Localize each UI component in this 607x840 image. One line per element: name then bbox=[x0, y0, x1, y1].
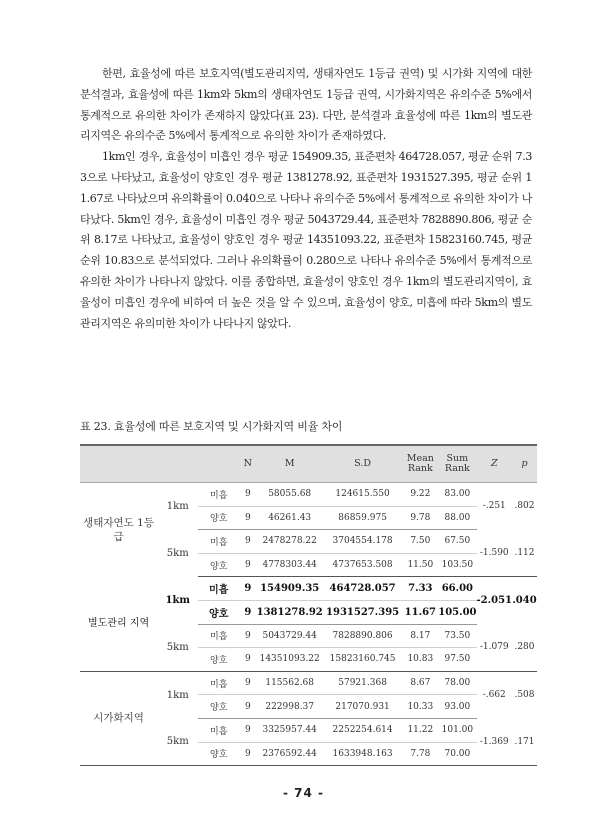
n-cell: 9 bbox=[239, 577, 257, 601]
level-cell: 양호 bbox=[198, 695, 239, 719]
p-cell: .171 bbox=[512, 718, 537, 765]
m-cell: 58055.68 bbox=[257, 483, 323, 507]
level-cell: 양호 bbox=[198, 742, 239, 766]
sd-cell: 1633948.163 bbox=[323, 742, 403, 766]
m-cell: 2478278.22 bbox=[257, 530, 323, 554]
distance-label: 5km bbox=[157, 624, 198, 671]
m-cell: 46261.43 bbox=[257, 506, 323, 530]
n-cell: 9 bbox=[239, 671, 257, 695]
sd-cell: 7828890.806 bbox=[323, 624, 403, 648]
m-cell: 14351093.22 bbox=[257, 648, 323, 672]
distance-label: 1km bbox=[166, 500, 189, 512]
sd-cell: 4737653.508 bbox=[323, 553, 403, 577]
sum-rank-cell: 93.00 bbox=[438, 695, 476, 719]
n-cell: 9 bbox=[239, 506, 257, 530]
n-cell: 9 bbox=[239, 483, 257, 507]
sd-cell: 464728.057 bbox=[323, 577, 403, 601]
mean-rank-cell: 7.78 bbox=[402, 742, 438, 766]
distance-label: 5km bbox=[166, 547, 189, 559]
sd-cell: 3704554.178 bbox=[323, 530, 403, 554]
paragraph-1: 한편, 효율성에 따른 보호지역(별도관리지역, 생태자연도 1등급 권역) 및 시가화 지역에 대한 분석결과, 효율성에 따른 1km와 5km의 생태자연도 1등급 권역, 시가화지역은 유의수준 5%에서 통계적으로 유의한 차이가 존재하지 않았다(표 23). 다만, 분석결과 효율성에 따른 1km의 별도관리지역은 유의수준 5%에서 통계적으로 유의한 차이가 존재하였다. bbox=[80, 67, 532, 143]
sum-rank-cell: 88.00 bbox=[438, 506, 476, 530]
mean-rank-cell: 7.33 bbox=[402, 577, 438, 601]
sum-rank-cell: 103.50 bbox=[438, 553, 476, 577]
sum-rank-cell: 105.00 bbox=[438, 600, 476, 624]
level-cell: 미흡 bbox=[198, 624, 239, 648]
table-caption: 표 23. 효율성에 따른 보호지역 및 시가화지역 비율 차이 bbox=[80, 420, 343, 433]
table-row bbox=[80, 577, 537, 601]
mean-rank-cell: 9.78 bbox=[402, 506, 438, 530]
level-cell: 미흡 bbox=[198, 718, 239, 742]
z-cell: -1.369 bbox=[477, 718, 512, 765]
header-n: N bbox=[239, 445, 257, 483]
sum-rank-cell: 83.00 bbox=[438, 483, 476, 507]
header-sd: S.D bbox=[323, 445, 403, 483]
sd-cell: 86859.975 bbox=[323, 506, 403, 530]
n-cell: 9 bbox=[239, 600, 257, 624]
p-cell: .112 bbox=[512, 530, 537, 577]
sd-cell: 124615.550 bbox=[323, 483, 403, 507]
sd-cell: 217070.931 bbox=[323, 695, 403, 719]
mean-rank-cell: 11.22 bbox=[402, 718, 438, 742]
z-cell: -1.079 bbox=[477, 624, 512, 671]
m-cell: 3325957.44 bbox=[257, 718, 323, 742]
n-cell: 9 bbox=[239, 742, 257, 766]
header-m: M bbox=[257, 445, 323, 483]
statistics-table bbox=[80, 444, 537, 766]
m-cell: 115562.68 bbox=[257, 671, 323, 695]
sum-rank-cell: 67.50 bbox=[438, 530, 476, 554]
sd-cell: 15823160.745 bbox=[323, 648, 403, 672]
header-p: p bbox=[512, 445, 537, 483]
paragraph-2: 1km인 경우, 효율성이 미흡인 경우 평균 154909.35, 표준편차 464728.057, 평균 순위 7.33으로 나타났고, 효율성이 양호인 경우 평균 1381278.92, 표준편차 1931527.395, 평균 순위 11.67로 나타났으며 유의확률이 0.040으로 나타나 유의수준 5%에서 통계적으로 유의한 차이가 나타났다. 5km인 경우, 효율성이 미흡인 경우 평균 5043729.44, 표준편차 7828890.806, 평균 순위 8.17로 나타났고, 효율성이 양호인 경우 평균 14351093.22, 표준편차 15823160.745, 평균 순위 10.83으로 분석되었다. 그러나 유의확률이 0.280으로 나타나 유의수준 5%에서 통계적으로 유의한 차이가 나타나지 않았다. 이를 종합하면, 효율성이 양호인 경우 1km의 별도관리지역이, 효율성이 미흡인 경우에 비하여 더 높은 것을 알 수 있으며, 효율성이 양호, 미흡에 따라 5km의 별도관리지역은 유의미한 차이가 나타나지 않았다. bbox=[80, 150, 532, 330]
mean-rank-cell: 10.83 bbox=[402, 648, 438, 672]
group-label: 시가화지역 bbox=[80, 671, 157, 765]
n-cell: 9 bbox=[239, 530, 257, 554]
header-sum-rank: Sum Rank bbox=[438, 445, 476, 483]
z-cell: -1.590 bbox=[477, 530, 512, 577]
m-cell: 1381278.92 bbox=[257, 600, 323, 624]
level-cell: 양호 bbox=[198, 506, 239, 530]
level-cell: 미흡 bbox=[198, 483, 239, 507]
z-cell: -.251 bbox=[482, 501, 506, 512]
table-row bbox=[80, 483, 537, 507]
mean-rank-cell: 8.67 bbox=[402, 671, 438, 695]
level-cell: 양호 bbox=[198, 553, 239, 577]
distance-label: 1km bbox=[166, 689, 189, 701]
m-cell: 222998.37 bbox=[257, 695, 323, 719]
p-cell: .280 bbox=[512, 624, 537, 671]
sum-rank-cell: 73.50 bbox=[438, 624, 476, 648]
group-label: 별도관리 지역 bbox=[80, 577, 157, 671]
header-mean-rank: Mean Rank bbox=[402, 445, 438, 483]
level-cell: 양호 bbox=[198, 600, 239, 624]
z-cell: -2.051 bbox=[476, 595, 512, 607]
n-cell: 9 bbox=[239, 695, 257, 719]
mean-rank-cell: 11.50 bbox=[402, 553, 438, 577]
level-cell: 미흡 bbox=[198, 530, 239, 554]
p-cell: .802 bbox=[514, 501, 535, 512]
p-cell: .508 bbox=[514, 690, 535, 701]
distance-label: 5km bbox=[157, 718, 198, 765]
sd-cell: 1931527.395 bbox=[323, 600, 403, 624]
level-cell: 미흡 bbox=[198, 671, 239, 695]
n-cell: 9 bbox=[239, 553, 257, 577]
sum-rank-cell: 66.00 bbox=[438, 577, 476, 601]
mean-rank-cell: 9.22 bbox=[402, 483, 438, 507]
sum-rank-cell: 101.00 bbox=[438, 718, 476, 742]
distance-label: 1km bbox=[165, 594, 190, 606]
table-row bbox=[80, 671, 537, 695]
header-z: Z bbox=[477, 445, 512, 483]
n-cell: 9 bbox=[239, 624, 257, 648]
sum-rank-cell: 70.00 bbox=[438, 742, 476, 766]
sum-rank-cell: 97.50 bbox=[438, 648, 476, 672]
n-cell: 9 bbox=[239, 648, 257, 672]
mean-rank-cell: 8.17 bbox=[402, 624, 438, 648]
m-cell: 4778303.44 bbox=[257, 553, 323, 577]
sum-rank-cell: 78.00 bbox=[438, 671, 476, 695]
table-header-row bbox=[80, 445, 537, 483]
group-label: 생태자연도 1등급 bbox=[83, 516, 154, 543]
level-cell: 양호 bbox=[198, 648, 239, 672]
page-number: - 74 - bbox=[282, 786, 324, 800]
sd-cell: 57921.368 bbox=[323, 671, 403, 695]
mean-rank-cell: 7.50 bbox=[402, 530, 438, 554]
body-text bbox=[80, 64, 532, 334]
z-cell: -.662 bbox=[482, 690, 506, 701]
level-cell: 미흡 bbox=[198, 577, 239, 601]
m-cell: 5043729.44 bbox=[257, 624, 323, 648]
m-cell: 154909.35 bbox=[257, 577, 323, 601]
mean-rank-cell: 11.67 bbox=[402, 600, 438, 624]
sd-cell: 2252254.614 bbox=[323, 718, 403, 742]
m-cell: 2376592.44 bbox=[257, 742, 323, 766]
n-cell: 9 bbox=[239, 718, 257, 742]
mean-rank-cell: 10.33 bbox=[402, 695, 438, 719]
p-cell: .040 bbox=[512, 595, 537, 607]
